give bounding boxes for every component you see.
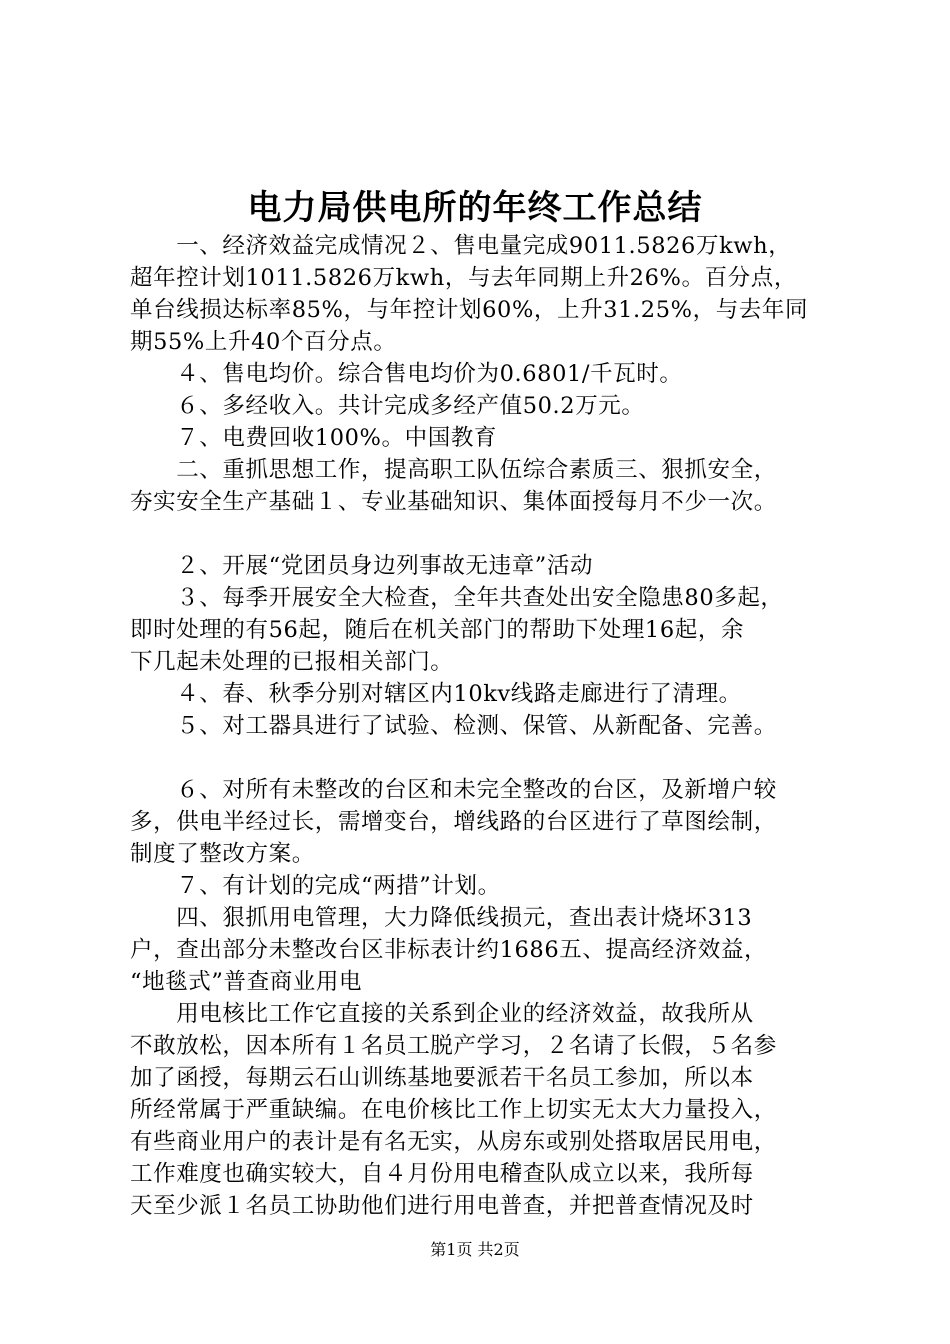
blank-line [130, 518, 830, 550]
document-body [130, 230, 830, 1222]
body-line: ６、对所有未整改的台区和未完全整改的台区，及新增户较 [130, 777, 777, 803]
body-line: ７、电费回收100%。中国教育 [130, 425, 498, 451]
blank-line [130, 742, 830, 774]
body-line: 户，查出部分未整改台区非标表计约1686五、提高经济效益， [130, 937, 768, 963]
body-line: 期55%上升40个百分点。 [130, 329, 397, 355]
body-line: ４、春、秋季分别对辖区内10kv线路走廊进行了清理。 [130, 681, 742, 707]
body-line: ７、有计划的完成“两措”计划。 [130, 873, 501, 899]
body-line: ６、多经收入。共计完成多经产值50.2万元。 [130, 393, 645, 419]
body-line: 多，供电半经过长，需增变台，增线路的台区进行了草图绘制， [130, 809, 777, 835]
body-line: 有些商业用户的表计是有名无实，从房东或别处搭取居民用电， [130, 1129, 777, 1155]
body-line: 单台线损达标率85%，与年控计划60%，上升31.25%，与去年同 [130, 297, 809, 323]
body-line: 二、重抓思想工作，提高职工队伍综合素质三、狠抓安全， [130, 457, 777, 483]
body-line: 天至少派１名员工协助他们进行用电普查，并把普查情况及时 [130, 1193, 754, 1219]
body-line: 下几起未处理的已报相关部门。 [130, 649, 454, 675]
body-line: ４、售电均价。综合售电均价为0.6801/千瓦时。 [130, 361, 683, 387]
body-line: 四、狠抓用电管理，大力降低线损元，查出表计烧坏313 [130, 905, 753, 931]
body-line: 工作难度也确实较大，自４月份用电稽查队成立以来，我所每 [130, 1161, 754, 1187]
body-line: 用电核比工作它直接的关系到企业的经济效益，故我所从 [130, 1001, 754, 1027]
body-line: ３、每季开展安全大检查，全年共查处出安全隐患80多起， [130, 585, 784, 611]
page-number: 第1页 共2页 [430, 1240, 520, 1259]
body-line: 不敢放松，因本所有１名员工脱产学习，２名请了长假，５名参 [130, 1033, 777, 1059]
body-line: 所经常属于严重缺编。在电价核比工作上切实无太大力量投入， [130, 1097, 777, 1123]
body-line: “地毯式”普查商业用电 [130, 969, 363, 995]
body-line: 加了函授，每期云石山训练基地要派若干名员工参加，所以本 [130, 1065, 754, 1091]
body-line: 制度了整改方案。 [130, 841, 315, 867]
body-line: ５、对工器具进行了试验、检测、保管、从新配备、完善。 [130, 713, 777, 739]
body-line: ２、开展“党团员身边列事故无违章”活动 [130, 553, 594, 579]
document-title: 电力局供电所的年终工作总结 [247, 188, 703, 228]
body-line: 一、经济效益完成情况２、售电量完成9011.5826万kwh， [130, 233, 792, 259]
body-line: 超年控计划1011.5826万kwh，与去年同期上升26%。百分点， [130, 265, 797, 291]
body-line: 夯实安全生产基础１、专业基础知识、集体面授每月不少一次。 [130, 489, 777, 515]
body-line: 即时处理的有56起，随后在机关部门的帮助下处理16起，余 [130, 617, 745, 643]
